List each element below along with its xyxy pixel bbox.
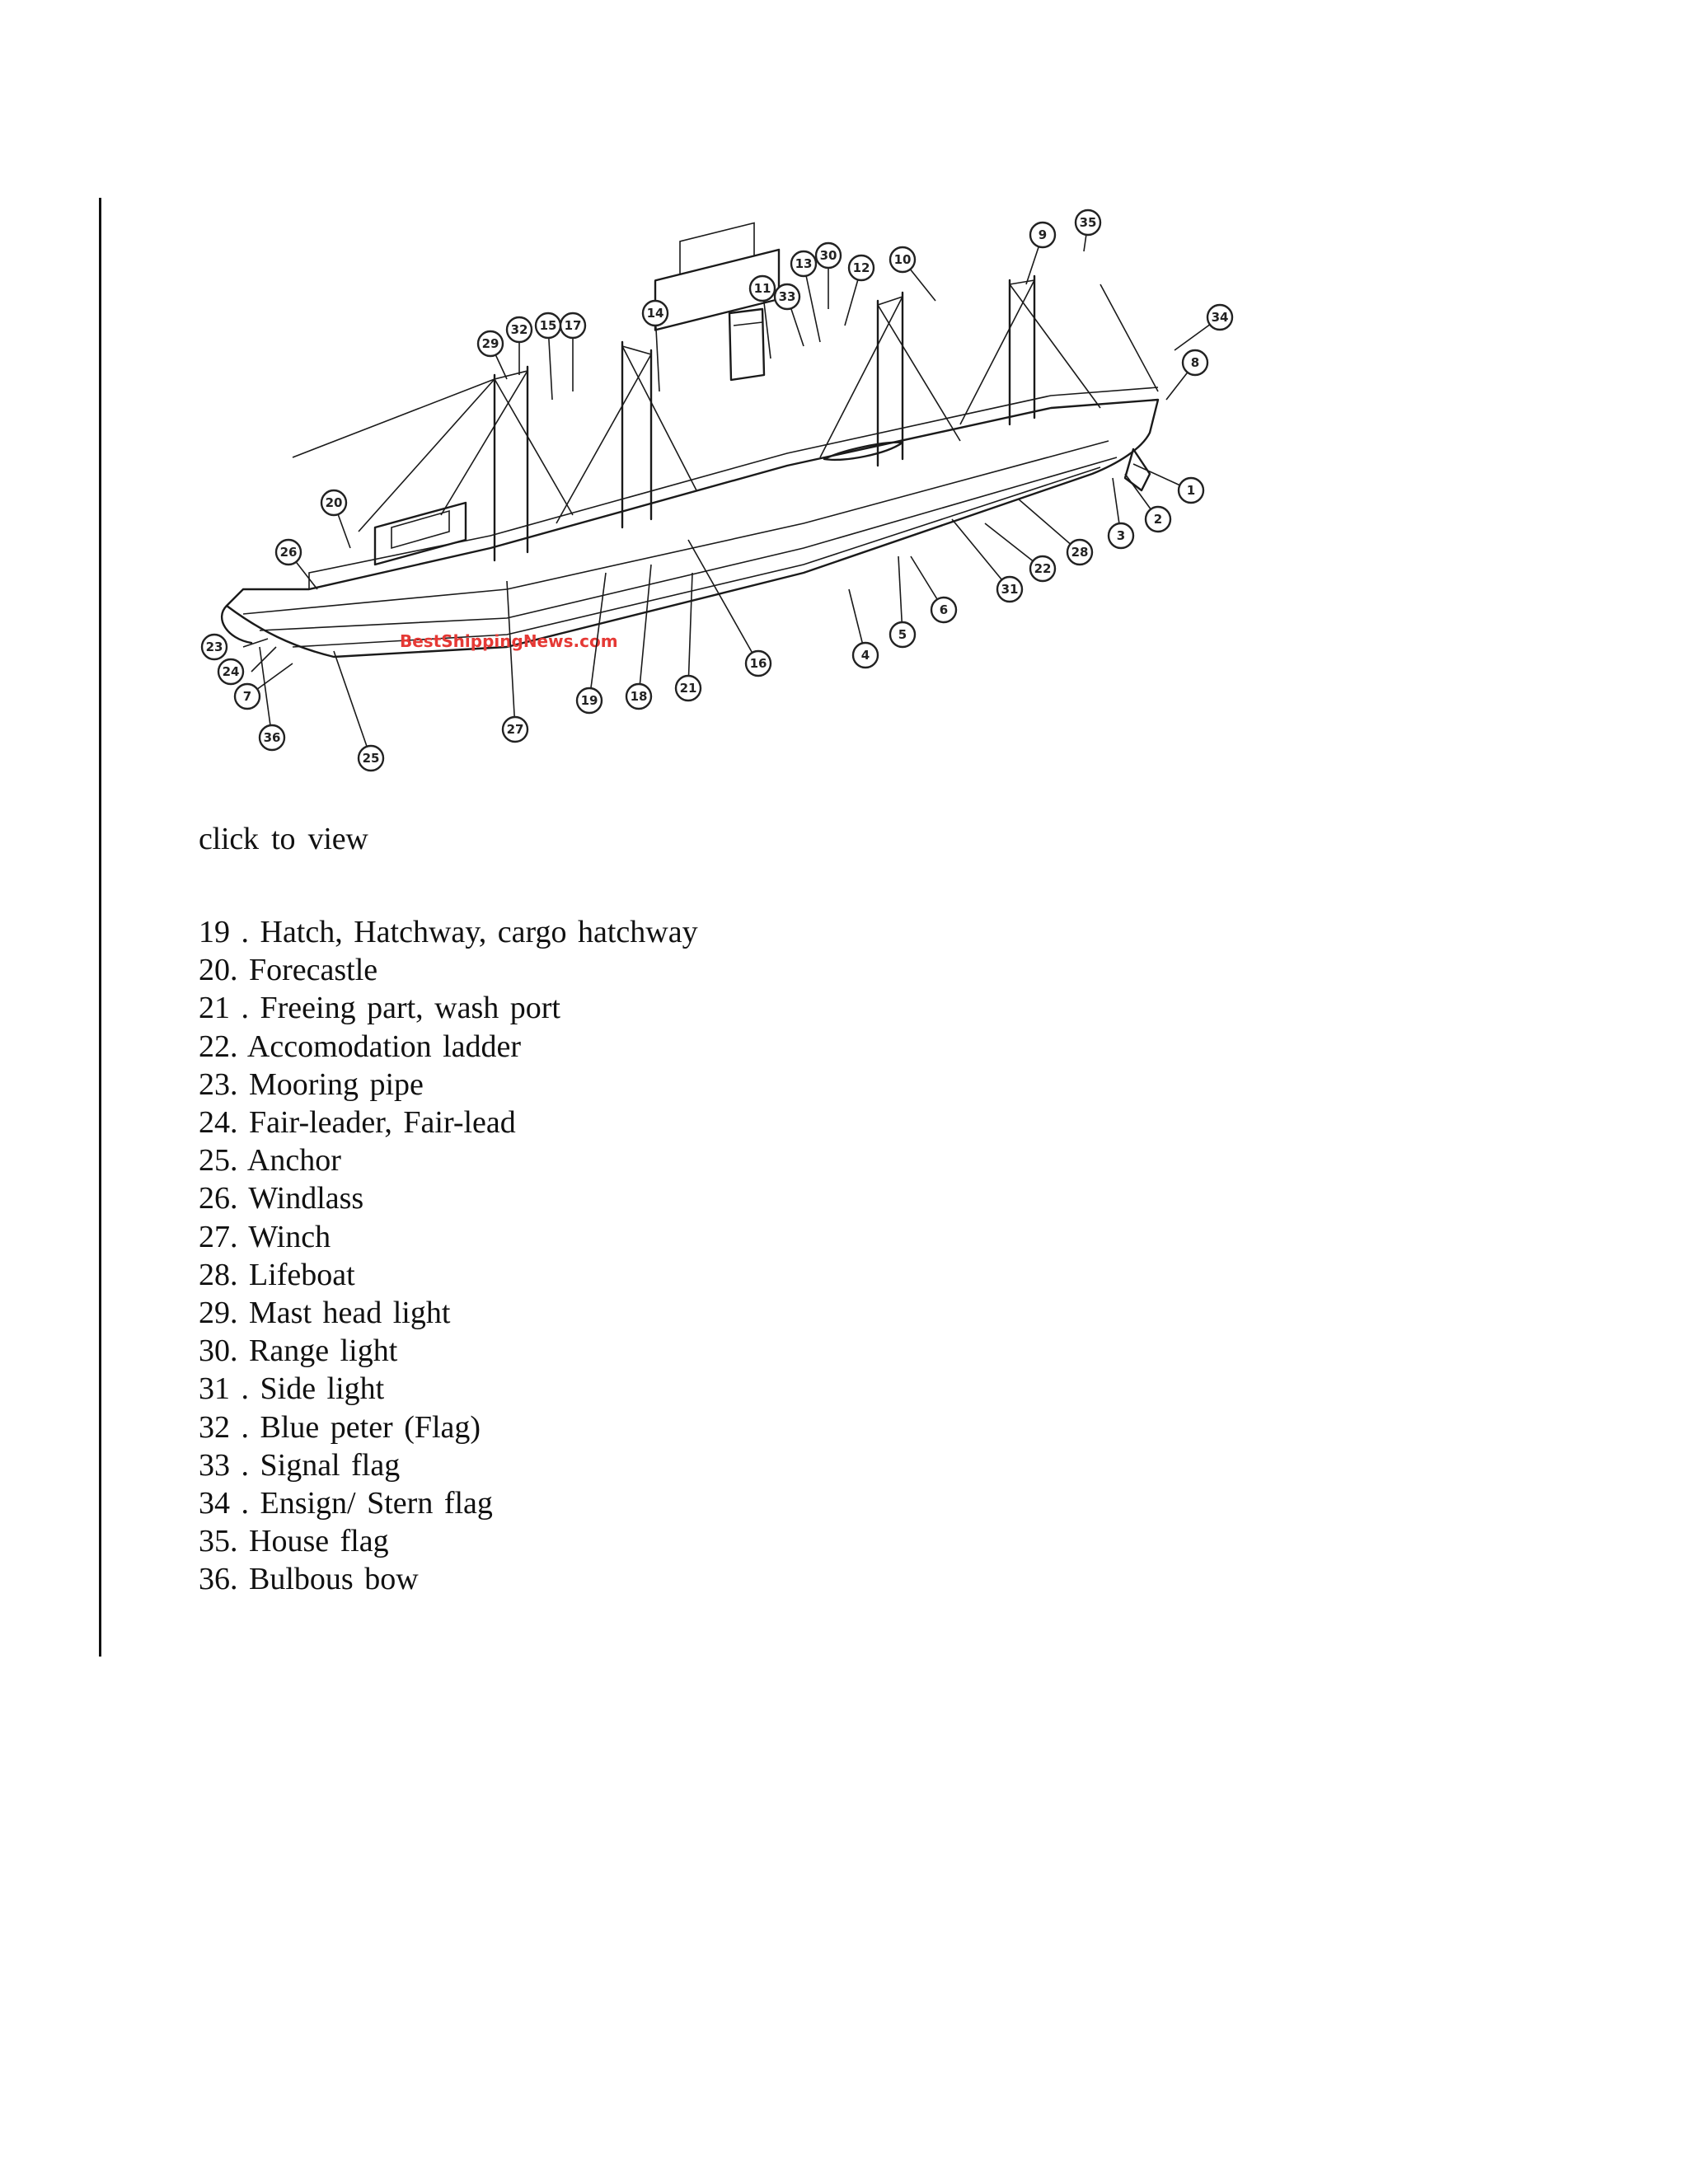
svg-text:22: 22 [1034, 561, 1052, 576]
svg-text:26: 26 [279, 545, 298, 560]
svg-text:7: 7 [242, 689, 252, 704]
callout-9 [1030, 223, 1055, 247]
legend-item: 36. Bulbous bow [199, 1562, 419, 1597]
callout-17 [560, 313, 585, 338]
callout-15 [536, 313, 560, 338]
svg-text:4: 4 [860, 648, 870, 663]
legend-item: 34 . Ensign/ Stern flag [199, 1486, 493, 1521]
svg-text:24: 24 [222, 664, 240, 679]
svg-text:21: 21 [679, 681, 697, 696]
callout-3 [1109, 523, 1133, 548]
ship-hull [222, 387, 1158, 657]
svg-text:6: 6 [939, 602, 949, 617]
legend-item: 21 . Freeing part, wash port [199, 991, 560, 1026]
svg-text:25: 25 [362, 751, 380, 766]
svg-text:30: 30 [819, 248, 837, 263]
svg-text:33: 33 [778, 289, 796, 304]
legend-item: 22. Accomodation ladder [199, 1029, 522, 1064]
svg-text:16: 16 [749, 656, 767, 671]
svg-text:13: 13 [795, 256, 813, 271]
legend-item: 30. Range light [199, 1333, 398, 1369]
svg-text:34: 34 [1211, 310, 1229, 325]
callout-34 [1207, 305, 1232, 330]
svg-text:28: 28 [1071, 545, 1089, 560]
callout-4 [853, 643, 878, 668]
callout-21 [676, 676, 701, 701]
callout-19 [577, 688, 602, 713]
parts-legend [199, 913, 698, 1599]
svg-text:31: 31 [1001, 582, 1019, 597]
callout-27 [503, 717, 528, 742]
svg-text:12: 12 [852, 260, 870, 275]
svg-text:10: 10 [893, 252, 912, 267]
callout-5 [890, 622, 915, 647]
callout-24 [218, 659, 243, 684]
callout-22 [1030, 556, 1055, 581]
svg-text:36: 36 [263, 730, 281, 745]
callout-20 [321, 490, 346, 515]
svg-text:8: 8 [1190, 355, 1200, 370]
callout-8 [1183, 350, 1207, 375]
click-to-view-link[interactable]: click to view [199, 822, 368, 856]
callout-29 [478, 331, 503, 356]
callout-leaders [243, 223, 1220, 758]
legend-item: 23. Mooring pipe [199, 1066, 424, 1102]
callout-6 [931, 598, 956, 622]
svg-text:23: 23 [205, 640, 223, 654]
callout-30 [816, 243, 841, 268]
legend-item: 29. Mast head light [199, 1296, 451, 1331]
callout-33 [775, 284, 799, 309]
svg-text:17: 17 [564, 318, 582, 333]
svg-text:27: 27 [506, 722, 524, 737]
svg-text:15: 15 [539, 318, 557, 333]
callout-23 [202, 635, 227, 659]
legend-item: 25. Anchor [199, 1143, 341, 1179]
callout-16 [746, 651, 771, 676]
callout-10 [890, 247, 915, 272]
svg-text:20: 20 [325, 495, 343, 510]
callout-14 [643, 301, 668, 326]
svg-text:2: 2 [1153, 512, 1163, 527]
svg-text:32: 32 [510, 322, 528, 337]
svg-text:19: 19 [580, 693, 598, 708]
svg-text:9: 9 [1038, 227, 1048, 242]
masts-and-derricks [293, 276, 1158, 560]
callout-31 [997, 577, 1022, 602]
callout-13 [791, 251, 816, 276]
callout-25 [359, 746, 383, 771]
legend-item: 35. House flag [199, 1524, 389, 1559]
svg-text:14: 14 [646, 306, 664, 321]
svg-text:35: 35 [1079, 215, 1097, 230]
legend-item: 31 . Side light [199, 1371, 385, 1407]
superstructure [375, 223, 903, 565]
legend-item: 19 . Hatch, Hatchway, cargo hatchway [199, 915, 698, 949]
callout-12 [849, 255, 874, 280]
legend-item: 28. Lifeboat [199, 1257, 355, 1292]
callout-7 [235, 684, 260, 709]
legend-item: 26. Windlass [199, 1181, 364, 1216]
ship-illustration [194, 202, 1249, 779]
callout-2 [1146, 507, 1170, 532]
svg-text:29: 29 [481, 336, 499, 351]
legend-item: 24. Fair-leader, Fair-lead [199, 1105, 516, 1141]
callout-36 [260, 725, 284, 750]
callout-1 [1179, 478, 1203, 503]
ship-diagram[interactable] [194, 202, 1249, 779]
legend-item: 33 . Signal flag [199, 1447, 401, 1483]
callout-32 [507, 317, 532, 342]
callout-35 [1076, 210, 1100, 235]
legend-item: 32 . Blue peter (Flag) [199, 1409, 481, 1445]
callout-26 [276, 540, 301, 565]
callout-11 [750, 276, 775, 301]
svg-text:11: 11 [753, 281, 771, 296]
svg-text:3: 3 [1116, 528, 1126, 543]
svg-text:1: 1 [1186, 483, 1196, 498]
svg-text:5: 5 [898, 627, 907, 642]
watermark: BestShippingNews.com [400, 631, 618, 651]
margin-rule [99, 198, 101, 1657]
svg-text:18: 18 [630, 689, 648, 704]
legend-item: 27. Winch [199, 1219, 331, 1254]
legend-item: 20. Forecastle [199, 953, 378, 988]
callout-18 [626, 684, 651, 709]
callout-28 [1067, 540, 1092, 565]
